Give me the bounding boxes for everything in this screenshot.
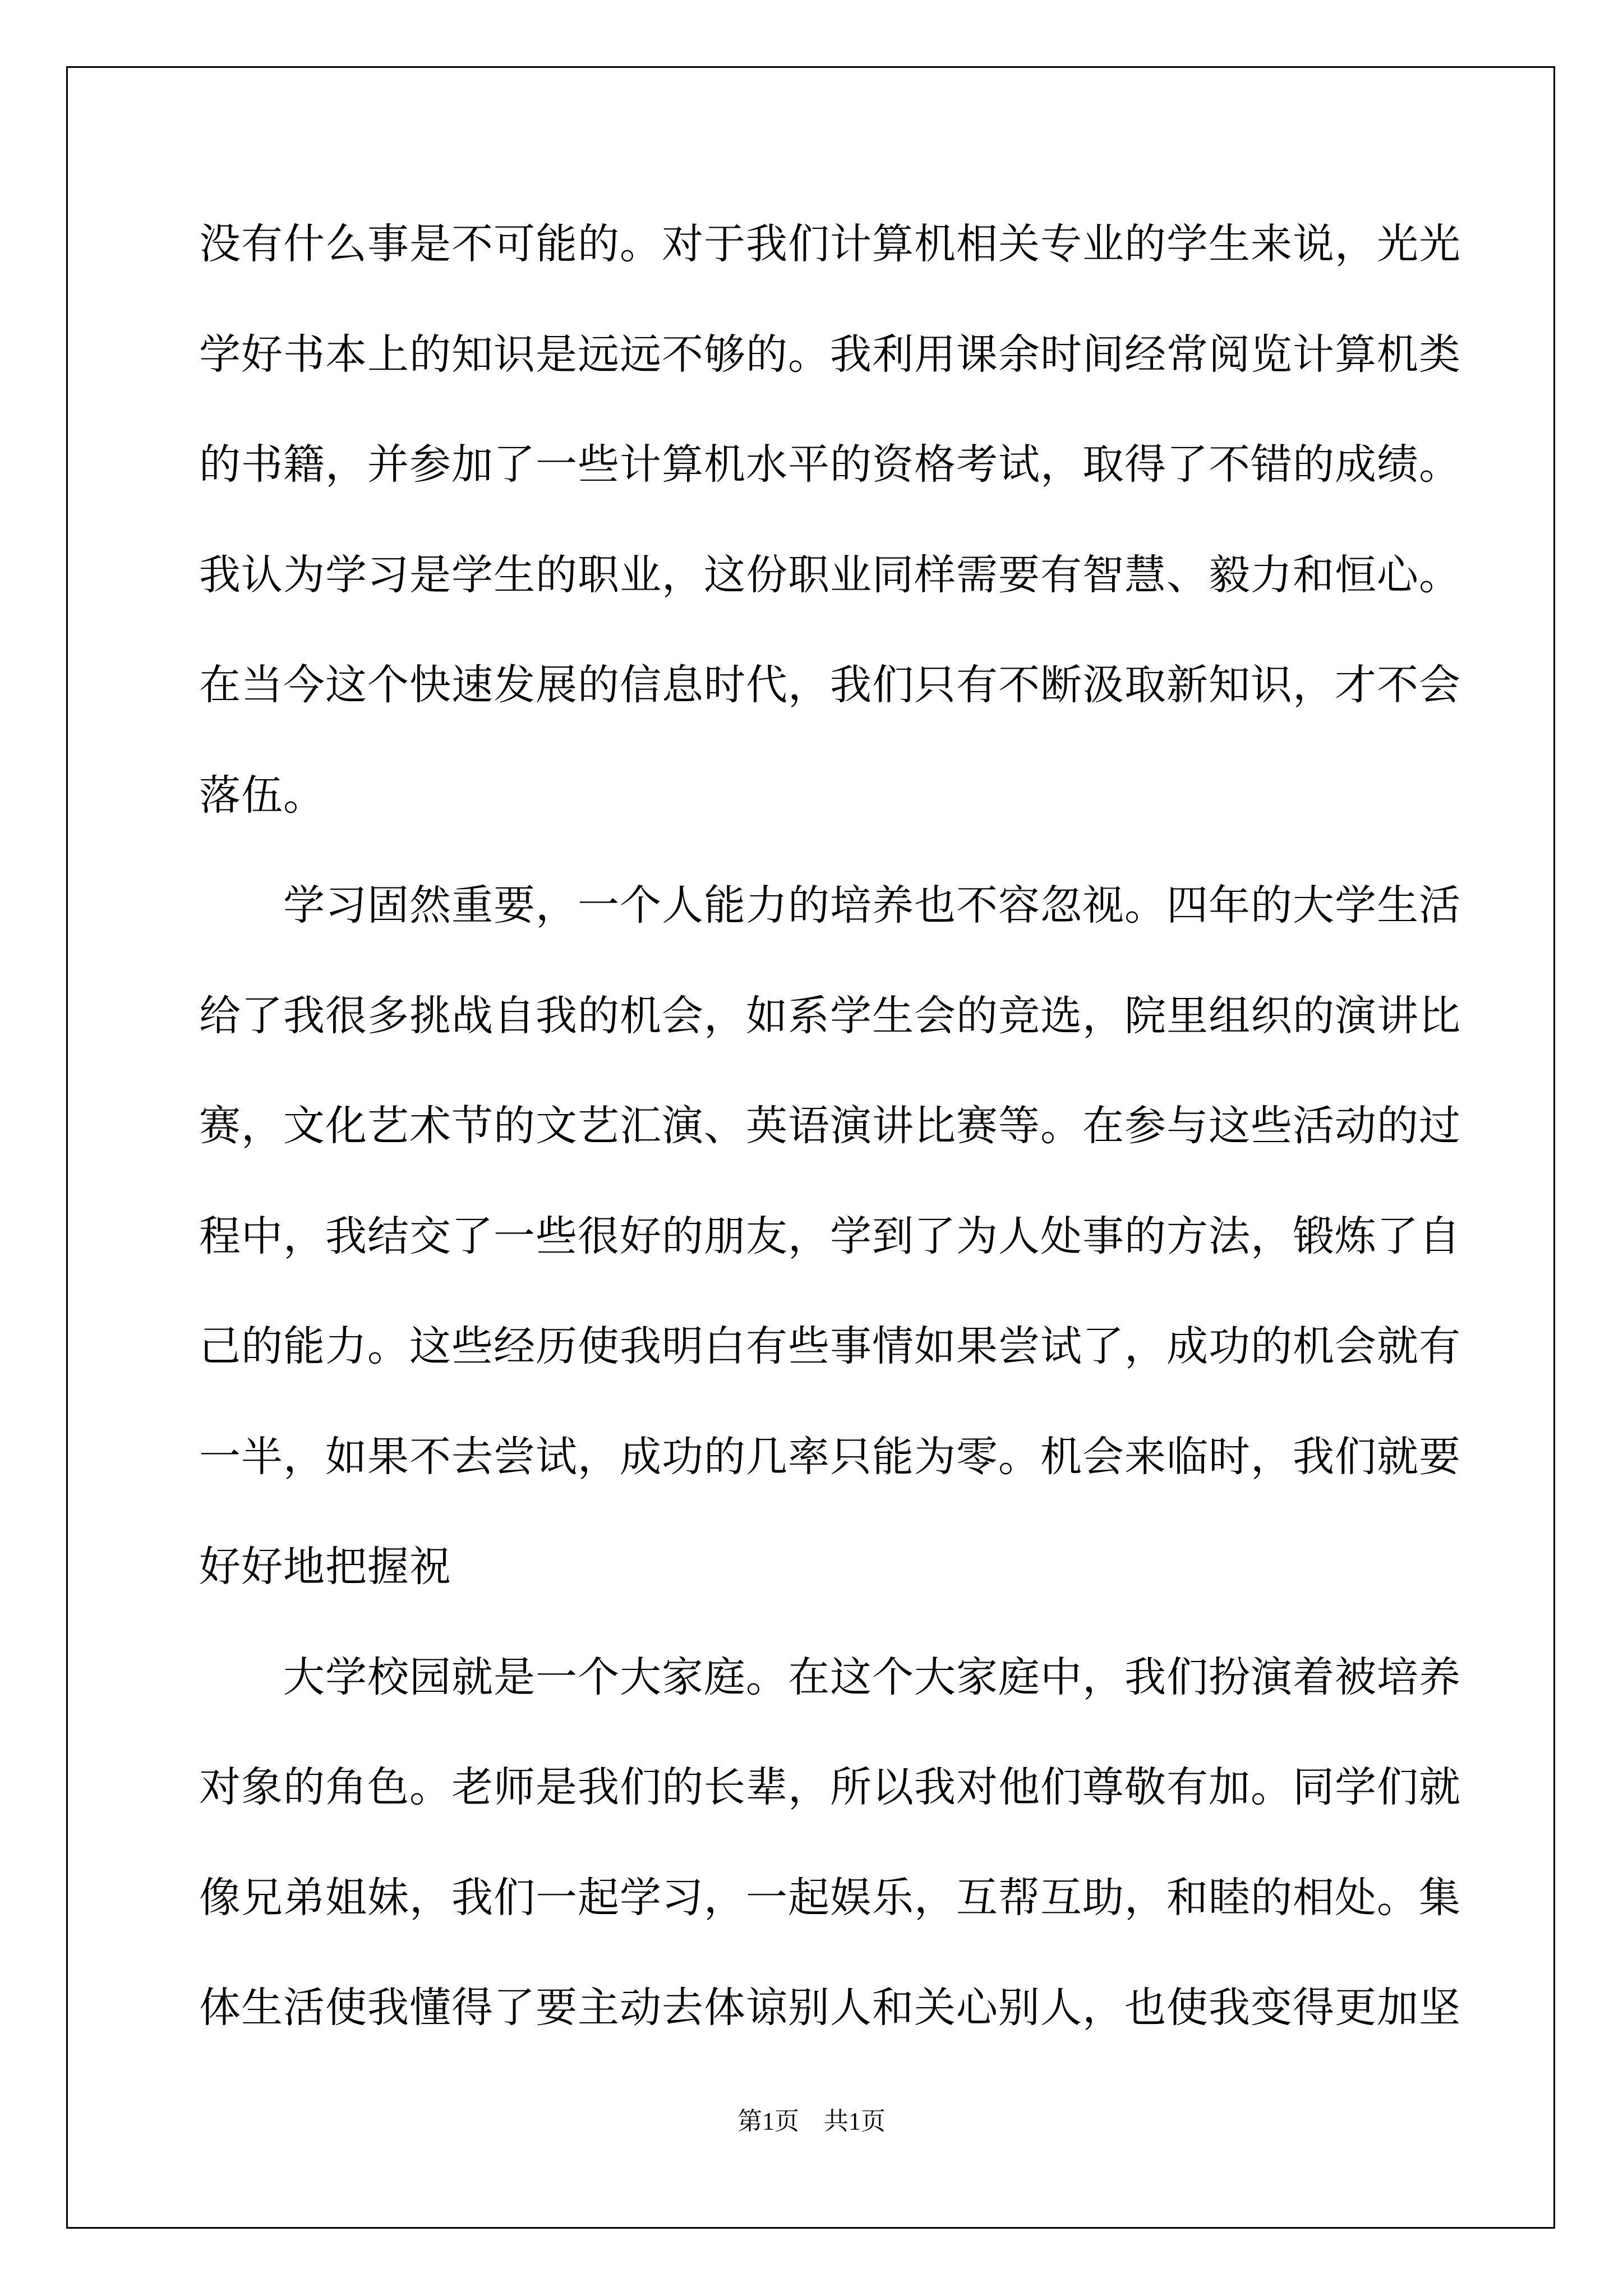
text-line-10: 程中，我结交了一些很好的朋友，学到了为人处事的方法，锻炼了自 [199, 1212, 1461, 1260]
text-line-7: 学习固然重要，一个人能力的培养也不容忽视。四年的大学生活 [199, 881, 1461, 930]
text-line-13: 好好地把握祝 [199, 1543, 451, 1591]
text-line-4: 我认为学习是学生的职业，这份职业同样需要有智慧、毅力和恒心。 [199, 550, 1461, 599]
text-line-2: 学好书本上的知识是远远不够的。我利用课余时间经常阅览计算机类 [199, 330, 1461, 379]
page-total: 共1页 [824, 2108, 886, 2135]
text-line-14: 大学校园就是一个大家庭。在这个大家庭中，我们扮演着被培养 [199, 1653, 1461, 1701]
text-line-16: 像兄弟姐妹，我们一起学习，一起娱乐，互帮互助，和睦的相处。集 [199, 1873, 1461, 1922]
page-footer [0, 2105, 1623, 2138]
text-line-3: 的书籍，并参加了一些计算机水平的资格考试，取得了不错的成绩。 [199, 440, 1461, 489]
text-line-9: 赛，文化艺术节的文艺汇演、英语演讲比赛等。在参与这些活动的过 [199, 1102, 1461, 1150]
text-line-11: 己的能力。这些经历使我明白有些事情如果尝试了，成功的机会就有 [199, 1322, 1461, 1370]
text-line-17: 体生活使我懂得了要主动去体谅别人和关心别人，也使我变得更加坚 [199, 1984, 1461, 2032]
text-line-12: 一半，如果不去尝试，成功的几率只能为零。机会来临时，我们就要 [199, 1432, 1461, 1481]
text-line-5: 在当今这个快速发展的信息时代，我们只有不断汲取新知识，才不会 [199, 661, 1461, 709]
text-line-1: 没有什么事是不可能的。对于我们计算机相关专业的学生来说，光光 [199, 220, 1461, 268]
document-body [199, 213, 1461, 2087]
text-line-6: 落伍。 [199, 771, 325, 820]
text-line-8: 给了我很多挑战自我的机会，如系学生会的竞选，院里组织的演讲比 [199, 991, 1461, 1040]
text-line-15: 对象的角色。老师是我们的长辈，所以我对他们尊敬有加。同学们就 [199, 1763, 1461, 1811]
page-number: 第1页 [737, 2108, 799, 2135]
